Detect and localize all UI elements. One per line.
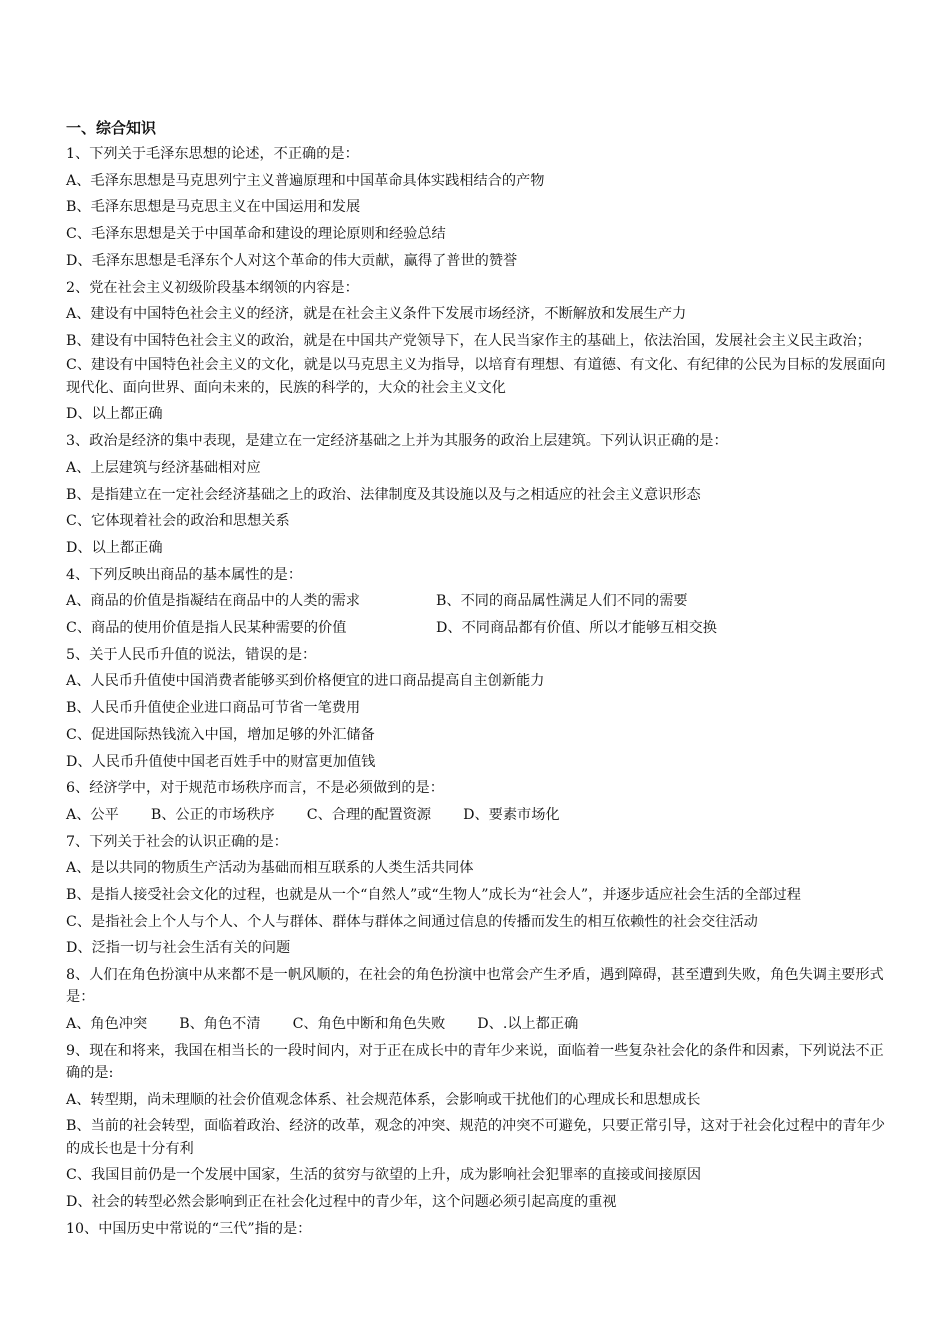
option-line: B、人民币升值使企业进口商品可节省一笔费用 xyxy=(66,700,361,717)
option-b: B、公正的市场秩序 xyxy=(150,806,275,823)
question-stem: 9、现在和将来，我国在相当长的一段时间内，对于正在成长中的青年少来说，面临着一些复杂社会化的条件和因素，下列说法不正确的是: xyxy=(66,1042,884,1082)
question-stem: 2、党在社会主义初级阶段基本纲领的内容是： xyxy=(66,279,359,296)
option-line: B、建设有中国特色社会主义的政治，就是在中国共产党领导下，在人民当家作主的基础上，依法治国，发展社会主义民主政治； xyxy=(66,332,871,349)
question-stem: 10、中国历史中常说的“三代”指的是： xyxy=(66,1220,312,1237)
option-line: D、人民币升值使中国老百姓手中的财富更加值钱 xyxy=(66,753,376,770)
option-line: D、毛泽东思想是毛泽东个人对这个革命的伟大贡献，赢得了普世的赞誉 xyxy=(66,252,518,269)
option-c: C、商品的使用价值是指人民某种需要的价值 xyxy=(66,620,347,637)
option-row xyxy=(66,615,886,642)
option-line: A、上层建筑与经济基础相对应 xyxy=(66,459,261,476)
option-a: A、角色冲突 xyxy=(66,1015,148,1032)
question-stem: 4、下列反映出商品的基本属性的是： xyxy=(66,566,303,583)
option-line: D、以上都正确 xyxy=(66,539,163,556)
option-line: C、建设有中国特色社会主义的文化，就是以马克思主义为指导，以培育有理想、有道德、有文化、有纪律的公民为目标的发展面向现代化、面向世界、面向未来的，民族的科学的，大众的社会主义文化 xyxy=(66,357,886,396)
question-stem: 7、下列关于社会的认识正确的是： xyxy=(66,833,288,850)
option-a: A、公平 xyxy=(66,806,119,823)
option-line: B、当前的社会转型，面临着政治、经济的改革，观念的冲突、规范的冲突不可避免，只要正常引导，这对于社会化过程中的青年少的成长也是十分有利 xyxy=(66,1118,886,1157)
option-line: A、建设有中国特色社会主义的经济，就是在社会主义条件下发展市场经济，不断解放和发展生产力 xyxy=(66,306,687,323)
question-stem: 5、关于人民币升值的说法，错误的是： xyxy=(66,646,317,663)
option-d: D、不同商品都有价值、所以才能够互相交换 xyxy=(436,620,717,637)
option-a: A、商品的价值是指凝结在商品中的人类的需求 xyxy=(66,593,360,610)
question-stem: 3、政治是经济的集中表现，是建立在一定经济基础之上并为其服务的政治上层建筑。下列认识正确的是： xyxy=(66,433,728,450)
option-line: B、是指建立在一定社会经济基础之上的政治、法律制度及其设施以及与之相适应的社会主义意识形态 xyxy=(66,486,701,503)
option-c: C、角色中断和角色失败 xyxy=(292,1015,446,1032)
option-line: A、毛泽东思想是马克思列宁主义普遍原理和中国革命具体实践相结合的产物 xyxy=(66,172,545,189)
question-stem: 8、人们在角色扮演中从来都不是一帆风顺的，在社会的角色扮演中也常会产生矛盾，遇到障碍，甚至遭到失败，角色失调主要形式是： xyxy=(66,966,884,1006)
option-d: D、.以上都正确 xyxy=(477,1015,579,1032)
question-stem: 1、下列关于毛泽东思想的论述，不正确的是： xyxy=(66,146,359,162)
option-line: C、我国目前仍是一个发展中国家，生活的贫穷与欲望的上升，成为影响社会犯罪率的直接或间接原因 xyxy=(66,1167,702,1184)
document-page xyxy=(66,116,886,1243)
option-line: C、促进国际热钱流入中国，增加足够的外汇储备 xyxy=(66,726,375,743)
option-line: A、是以共同的物质生产活动为基础而相互联系的人类生活共同体 xyxy=(66,860,474,877)
option-b: B、角色不清 xyxy=(179,1015,261,1032)
option-line: C、它体现着社会的政治和思想关系 xyxy=(66,513,290,530)
option-c: C、合理的配置资源 xyxy=(306,806,432,823)
option-line: D、以上都正确 xyxy=(66,406,163,423)
option-line: A、人民币升值使中国消费者能够买到价格便宜的进口商品提高自主创新能力 xyxy=(66,673,545,690)
question-stem: 6、经济学中，对于规范市场秩序而言，不是必须做到的是： xyxy=(66,780,444,797)
option-line: D、社会的转型必然会影响到正在社会化过程中的青少年，这个问题必须引起高度的重视 xyxy=(66,1194,617,1211)
option-line: D、泛指一切与社会生活有关的问题 xyxy=(66,940,291,957)
option-line: A、转型期，尚未理顺的社会价值观念体系、社会规范体系，会影响或干扰他们的心理成长和思想成长 xyxy=(66,1091,701,1108)
section-title: 一、综合知识 xyxy=(66,119,157,137)
option-line: B、毛泽东思想是马克思主义在中国运用和发展 xyxy=(66,199,361,216)
option-row xyxy=(66,802,886,829)
option-row xyxy=(66,588,886,615)
option-d: D、要素市场化 xyxy=(463,806,560,823)
option-b: B、不同的商品属性满足人们不同的需要 xyxy=(436,593,688,610)
option-line: C、是指社会上个人与个人、个人与群体、群体与群体之间通过信息的传播而发生的相互依赖性的社会交往活动 xyxy=(66,913,758,930)
option-line: B、是指人接受社会文化的过程，也就是从一个“自然人”或“生物人”成长为“社会人”，并逐步适应社会生活的全部过程 xyxy=(66,887,801,904)
option-row xyxy=(66,1011,886,1038)
option-line: C、毛泽东思想是关于中国革命和建设的理论原则和经验总结 xyxy=(66,226,446,243)
